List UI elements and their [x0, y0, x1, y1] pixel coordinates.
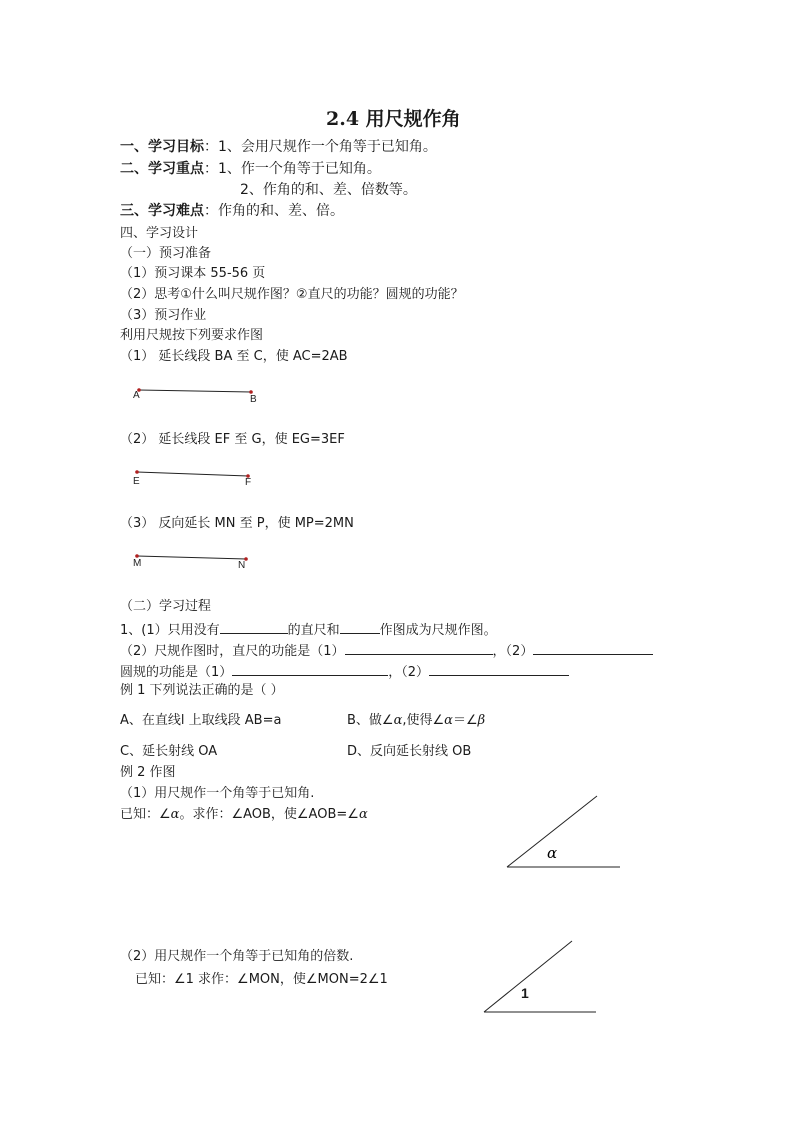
segment-mn — [133, 554, 248, 571]
example-2-part-2-given: 已知：∠1 求作：∠MON，使∠MON=2∠1 — [135, 972, 388, 987]
angle-alpha-figure — [507, 796, 620, 867]
optb-text-2: ,使得∠ — [402, 713, 445, 728]
point-m-label: M — [133, 558, 142, 569]
segment-ab — [133, 388, 257, 405]
blank-1[interactable] — [220, 620, 288, 634]
blank-5[interactable] — [232, 662, 388, 676]
difficulty-text: ：作角的和、差、倍。 — [204, 203, 344, 219]
option-a: A、在直线l 上取线段 AB=a — [120, 713, 282, 728]
angle-one-figure — [484, 941, 596, 1012]
optb-alpha-2: α — [444, 713, 453, 728]
focus-label: 二、学习重点 — [120, 161, 204, 177]
process-heading: （二）学习过程 — [120, 599, 212, 614]
optb-alpha: α — [393, 713, 403, 728]
point-f-label: F — [245, 477, 252, 488]
example-2-part-2: （2）用尺规作一个角等于已知角的倍数. — [120, 949, 354, 964]
focus-text-2: 2、作角的和、差、倍数等。 — [240, 182, 417, 198]
difficulty-label: 三、学习难点 — [120, 203, 204, 219]
blank-4[interactable] — [533, 641, 653, 655]
goals-label: 一、学习目标 — [120, 139, 204, 155]
blank-6[interactable] — [429, 662, 569, 676]
optb-beta: β — [477, 713, 486, 728]
point-a-label: A — [133, 390, 140, 401]
design-heading: 四、学习设计 — [120, 226, 199, 241]
process-question-2 — [120, 641, 653, 660]
prep-task-3: （3） 反向延长 MN 至 P，使 MP=2MN — [120, 516, 354, 531]
angle-alpha-label: α — [547, 844, 558, 862]
point-n-label: N — [238, 560, 246, 571]
q3-text-b: ，（2） — [388, 665, 430, 680]
point-b-label: B — [250, 394, 257, 405]
option-c: C、延长射线 OA — [120, 744, 218, 759]
given-alpha-2: α — [358, 807, 368, 822]
page-title: 2.4 用尺规作角 — [326, 108, 461, 130]
example-2-part-1: （1）用尺规作一个角等于已知角. — [120, 786, 315, 801]
example-2-part-1-given — [120, 807, 368, 823]
q2-text-b: ，（2） — [492, 644, 534, 659]
q3-text-a: 圆规的功能是（1） — [120, 665, 233, 680]
prep-task-1: （1） 延长线段 BA 至 C，使 AC=2AB — [120, 349, 348, 364]
prep-item-3: （3）预习作业 — [120, 308, 207, 323]
angle-one-label: 1 — [521, 985, 529, 1001]
optb-text-3: ＝∠ — [452, 713, 478, 728]
goals-text: ：1、会用尺规作一个角等于已知角。 — [204, 139, 437, 155]
blank-2[interactable] — [340, 620, 380, 634]
process-question-1 — [120, 620, 497, 639]
point-e-label: E — [133, 476, 140, 487]
option-d: D、反向延长射线 OB — [347, 744, 472, 759]
focus-text-1: ：1、作一个角等于已知角。 — [204, 161, 381, 177]
example-1: 例 1 下列说法正确的是（ ） — [120, 683, 284, 698]
prep-instruction: 利用尺规按下列要求作图 — [120, 328, 264, 343]
prep-item-2: （2）思考①什么叫尺规作图？②直尺的功能？圆规的功能？ — [120, 287, 464, 302]
example-2: 例 2 作图 — [120, 765, 176, 780]
optb-text-1: B、做∠ — [347, 713, 394, 728]
blank-3[interactable] — [345, 641, 493, 655]
process-question-3 — [120, 662, 569, 681]
prep-task-2: （2） 延长线段 EF 至 G，使 EG=3EF — [120, 432, 345, 447]
given-text: 已知：∠ — [120, 807, 171, 822]
prep-heading: （一）预习准备 — [120, 246, 212, 261]
option-b — [347, 713, 485, 729]
q2-text-a: （2）尺规作图时，直尺的功能是（1） — [120, 644, 345, 659]
given-rest: 。求作：∠AOB，使∠AOB=∠ — [179, 807, 359, 822]
q1-text-c: 作图成为尺规作图。 — [379, 623, 497, 638]
prep-item-1: （1）预习课本 55-56 页 — [120, 266, 266, 281]
given-alpha: α — [170, 807, 180, 822]
segment-ef — [133, 470, 251, 488]
q1-text-a: 1、(1）只用没有 — [120, 623, 220, 638]
q1-text-b: 的直尺和 — [287, 623, 340, 638]
